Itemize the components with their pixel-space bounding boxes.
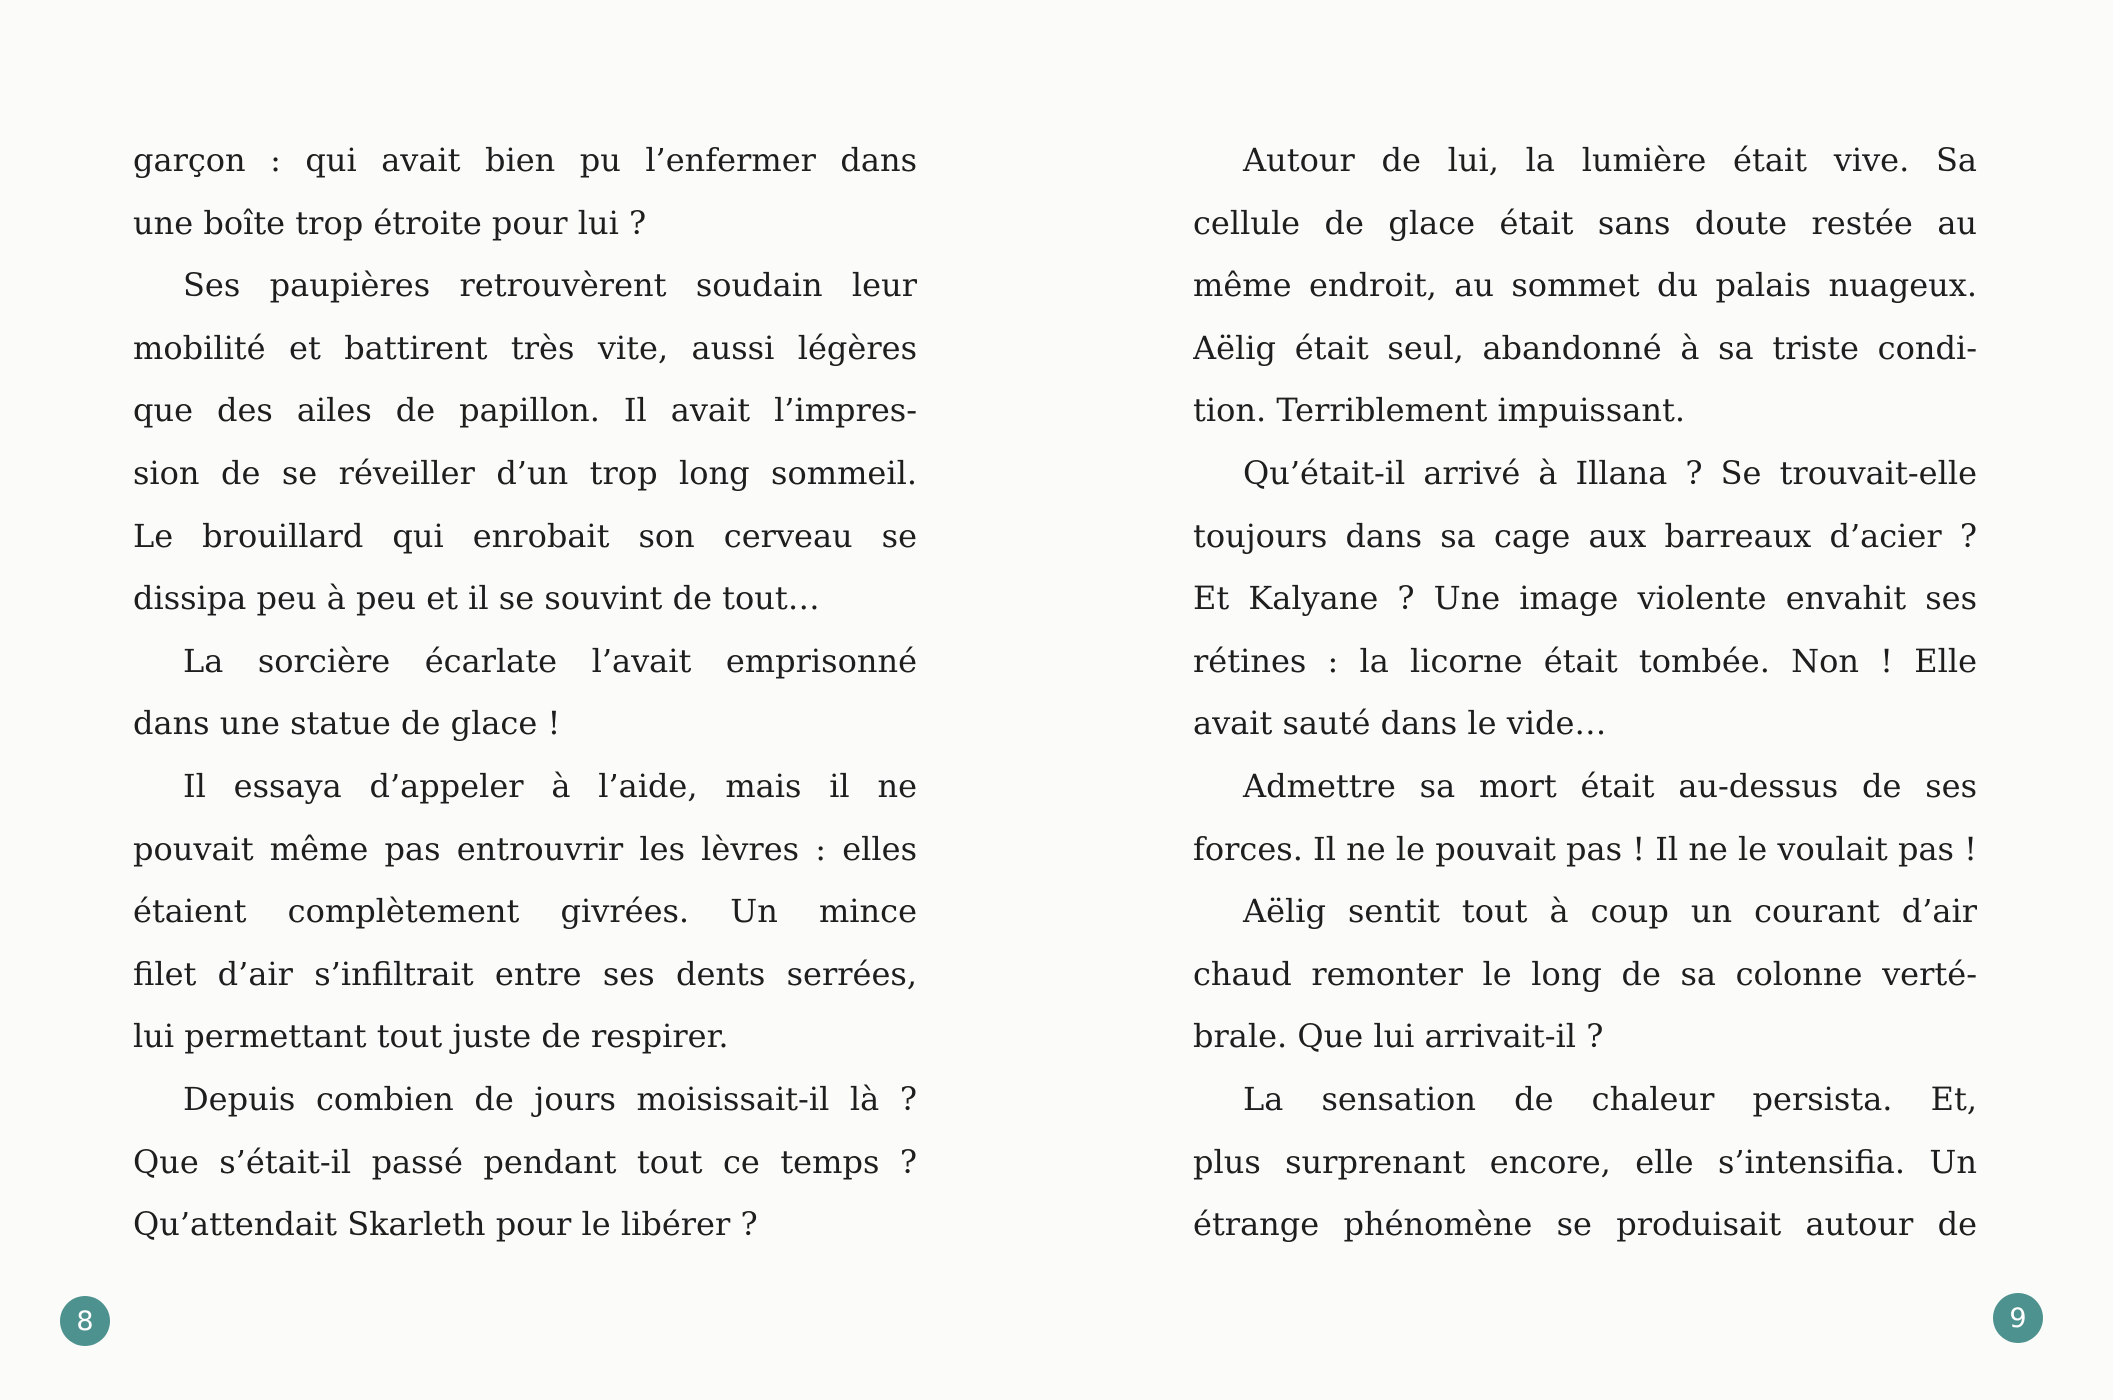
text-line: Aëlig était seul, abandonné à sa triste condi- — [1193, 328, 1977, 367]
text-line: Autour de lui, la lumière était vive. Sa — [1243, 141, 1977, 179]
text-line: Et Kalyane ? Une image violente envahit ses — [1193, 579, 1977, 618]
page-number-badge-left — [60, 1296, 110, 1346]
text-line: cellule de glace était sans doute restée au — [1193, 203, 1977, 242]
page-number: 8 — [76, 1305, 94, 1337]
text-line: garçon : qui avait bien pu l’enfermer dans — [133, 141, 917, 179]
text-line: dans une statue de glace ! — [133, 704, 561, 743]
text-line: même endroit, au sommet du palais nuageux. — [1193, 266, 1977, 305]
text-line: La sensation de chaleur persista. Et, — [1243, 1079, 1977, 1118]
text-line: Que s’était-il passé pendant tout ce temps ? — [133, 1142, 917, 1181]
text-line: plus surprenant encore, elle s’intensifia. Un — [1193, 1142, 1977, 1181]
text-line: Qu’était-il arrivé à Illana ? Se trouvait-elle — [1243, 453, 1977, 492]
text-line: rétines : la licorne était tombée. Non ! Elle — [1193, 641, 1977, 680]
text-line: lui permettant tout juste de respirer. — [133, 1017, 729, 1056]
page-right-text — [1193, 129, 1977, 1256]
text-line: avait sauté dans le vide… — [1193, 704, 1607, 743]
text-line: Ses paupières retrouvèrent soudain leur — [183, 266, 917, 305]
text-line: toujours dans sa cage aux barreaux d’acier ? — [1193, 516, 1977, 555]
text-line: La sorcière écarlate l’avait emprisonné — [183, 641, 917, 680]
text-line: chaud remonter le long de sa colonne verté- — [1193, 954, 1977, 993]
text-line: que des ailes de papillon. Il avait l’impres- — [133, 391, 917, 430]
text-line: dissipa peu à peu et il se souvint de tout… — [133, 579, 820, 618]
text-line: Il essaya d’appeler à l’aide, mais il ne — [183, 766, 917, 805]
text-line: filet d’air s’infiltrait entre ses dents serrées, — [133, 954, 917, 993]
text-line: Depuis combien de jours moisissait-il là ? — [183, 1079, 917, 1118]
page-left-text — [133, 129, 917, 1256]
text-line: une boîte trop étroite pour lui ? — [133, 203, 647, 242]
page-number: 9 — [2009, 1302, 2027, 1334]
text-line: Aëlig sentit tout à coup un courant d’air — [1243, 892, 1977, 931]
text-line: mobilité et battirent très vite, aussi légères — [133, 328, 917, 367]
text-line: pouvait même pas entrouvrir les lèvres : elles — [133, 829, 917, 868]
text-line: Admettre sa mort était au-dessus de ses — [1243, 766, 1977, 805]
page-number-badge-right — [1993, 1293, 2043, 1343]
text-line: forces. Il ne le pouvait pas ! Il ne le voulait pas ! — [1193, 829, 1977, 868]
text-line: étrange phénomène se produisait autour de — [1193, 1205, 1977, 1244]
text-line: Le brouillard qui enrobait son cerveau se — [133, 516, 917, 555]
text-line: sion de se réveiller d’un trop long sommeil. — [133, 453, 917, 492]
text-line: brale. Que lui arrivait-il ? — [1193, 1017, 1604, 1056]
text-line: étaient complètement givrées. Un mince — [133, 892, 917, 931]
text-line: Qu’attendait Skarleth pour le libérer ? — [133, 1205, 758, 1244]
text-line: tion. Terriblement impuissant. — [1193, 391, 1685, 430]
